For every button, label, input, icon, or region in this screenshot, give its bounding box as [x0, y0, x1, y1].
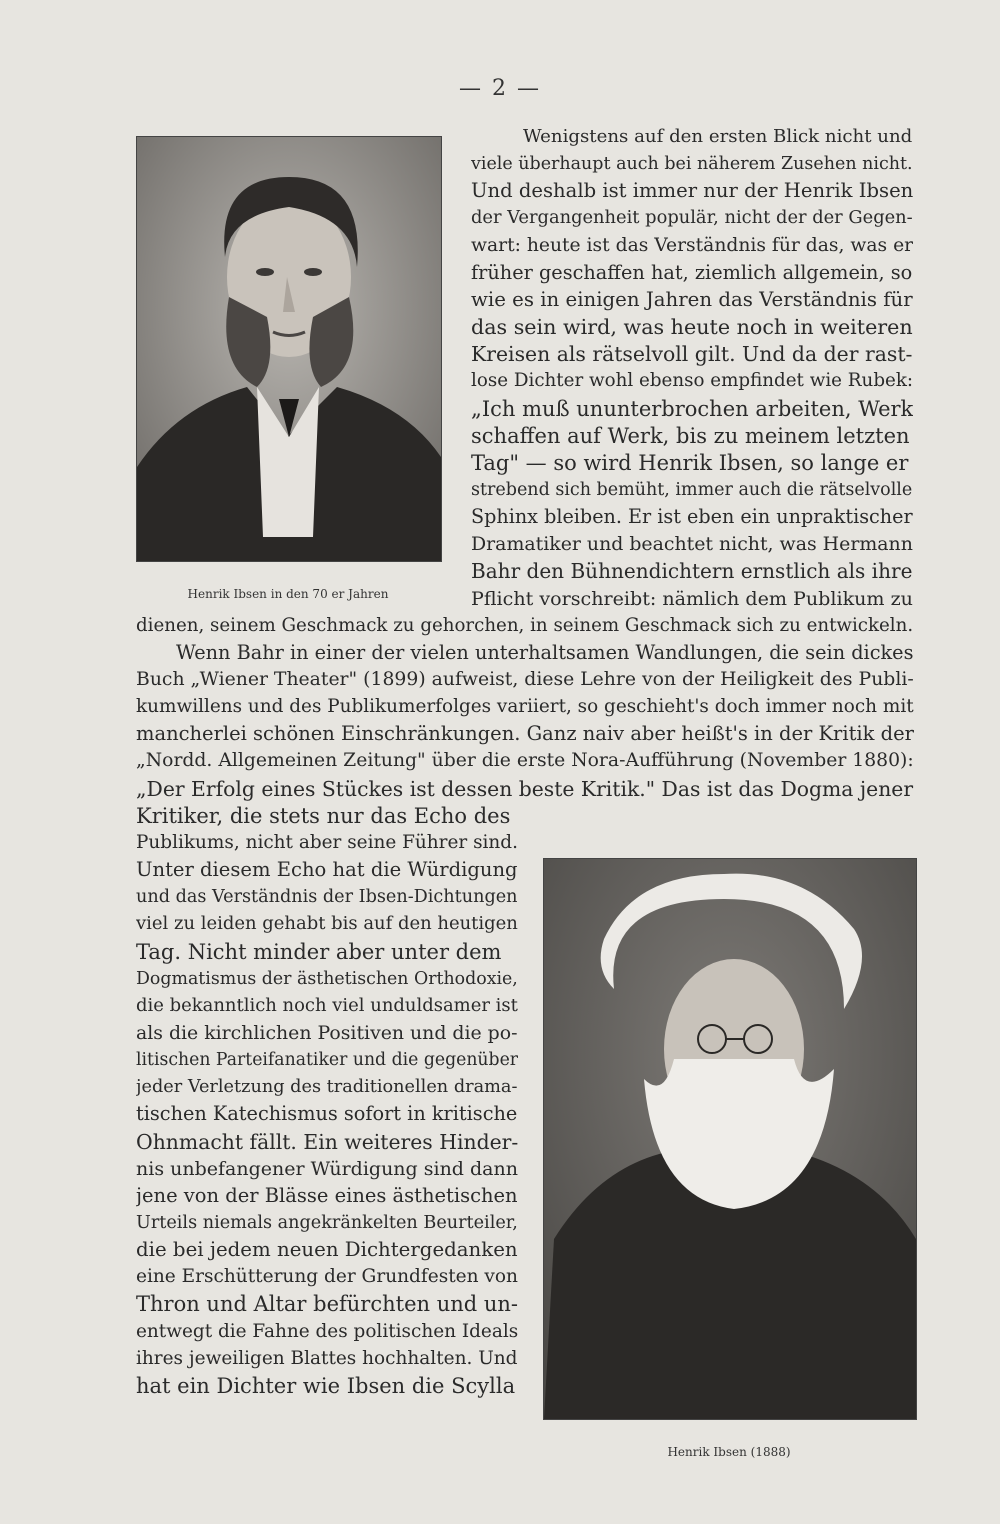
text-line: tischen Katechismus sofort in kritische — [136, 1102, 518, 1126]
text-line: der Vergangenheit populär, nicht der der Gegen- — [471, 207, 913, 229]
portrait-photo-1870s — [136, 136, 442, 562]
text-line: dienen, seinem Geschmack zu gehorchen, in seinem Geschmack sich zu entwickeln. — [136, 614, 914, 636]
text-line: „Ich muß ununterbrochen arbeiten, Werk — [471, 396, 913, 421]
text-line: als die kirchlichen Positiven und die po- — [136, 1021, 518, 1044]
figure-caption-1: Henrik Ibsen in den 70 er Jahren — [187, 587, 389, 601]
text-line: Wenn Bahr in einer der vielen unterhaltsamen Wandlungen, die sein dickes — [176, 640, 914, 664]
text-line: viele überhaupt auch bei näherem Zusehen nicht. — [471, 154, 913, 175]
text-line: Dramatiker und beachtet nicht, was Hermann — [471, 533, 913, 556]
text-line: Kritiker, die stets nur das Echo des — [136, 803, 511, 828]
text-line: „Nordd. Allgemeinen Zeitung" über die erste Nora-Aufführung (November 1880): — [136, 750, 914, 772]
text-line: Wenigstens auf den ersten Blick nicht und — [523, 126, 913, 147]
text-line: schaffen auf Werk, bis zu meinem letzten — [471, 423, 910, 448]
text-line: das sein wird, was heute noch in weiteren — [471, 315, 913, 340]
text-line: lose Dichter wohl ebenso empfindet wie Rubek: — [471, 370, 913, 392]
text-line: Urteils niemals angekränkelten Beurteiler, — [136, 1213, 518, 1233]
text-line: Publikums, nicht aber seine Führer sind. — [136, 831, 518, 853]
text-line: Thron und Altar befürchten und un- — [136, 1292, 518, 1317]
text-line: jeder Verletzung des traditionellen drama- — [136, 1077, 518, 1098]
text-line: Pflicht vorschreibt: nämlich dem Publikum zu — [471, 586, 913, 610]
page-number: — 2 — — [459, 76, 541, 101]
text-line: und das Verständnis der Ibsen-Dichtungen — [136, 887, 518, 908]
text-line: litischen Parteifanatiker und die gegenüber — [136, 1050, 518, 1071]
text-line: kumwillens und des Publikumerfolges variiert, so geschieht's doch immer noch mit — [136, 696, 914, 718]
text-line: Kreisen als rätselvoll gilt. Und da der rast- — [471, 342, 913, 367]
text-line: Sphinx bleiben. Er ist eben ein unpraktischer — [471, 505, 913, 529]
text-line: früher geschaffen hat, ziemlich allgemein, so — [471, 260, 913, 284]
text-line: „Der Erfolg eines Stückes ist dessen beste Kritik." Das ist das Dogma jener — [136, 776, 914, 801]
text-line: wart: heute ist das Verständnis für das, was er — [471, 234, 913, 256]
text-line: eine Erschütterung der Grundfesten von — [136, 1266, 518, 1288]
portrait-photo-1888 — [543, 858, 917, 1420]
text-line: hat ein Dichter wie Ibsen die Scylla — [136, 1373, 516, 1398]
text-line: Unter diesem Echo hat die Würdigung — [136, 858, 518, 882]
text-line: ihres jeweiligen Blattes hochhalten. Und — [136, 1347, 518, 1369]
text-line: Bahr den Bühnendichtern ernstlich als ihre — [471, 559, 913, 584]
text-line: wie es in einigen Jahren das Verständnis für — [471, 287, 913, 311]
text-line: strebend sich bemüht, immer auch die rätselvolle — [471, 479, 913, 500]
text-line: mancherlei schönen Einschränkungen. Ganz naiv aber heißt's in der Kritik der — [136, 722, 914, 746]
text-line: entwegt die Fahne des politischen Ideals — [136, 1320, 518, 1342]
text-line: Dogmatismus der ästhetischen Orthodoxie, — [136, 968, 518, 989]
text-line: die bekanntlich noch viel unduldsamer ist — [136, 994, 518, 1016]
text-line: Und deshalb ist immer nur der Henrik Ibsen — [471, 179, 913, 203]
text-line: Ohnmacht fällt. Ein weiteres Hinder- — [136, 1129, 518, 1154]
text-line: jene von der Blässe eines ästhetischen — [136, 1183, 518, 1207]
text-line: Tag" — so wird Henrik Ibsen, so lange er — [471, 450, 909, 475]
text-line: Tag. Nicht minder aber unter dem — [136, 939, 502, 964]
text-line: nis unbefangener Würdigung sind dann — [136, 1157, 518, 1180]
text-line: viel zu leiden gehabt bis auf den heutigen — [136, 913, 518, 935]
text-line: die bei jedem neuen Dichtergedanken — [136, 1238, 518, 1262]
text-line: Buch „Wiener Theater" (1899) aufweist, diese Lehre von der Heiligkeit des Publi- — [136, 669, 914, 690]
figure-caption-2: Henrik Ibsen (1888) — [667, 1445, 791, 1459]
